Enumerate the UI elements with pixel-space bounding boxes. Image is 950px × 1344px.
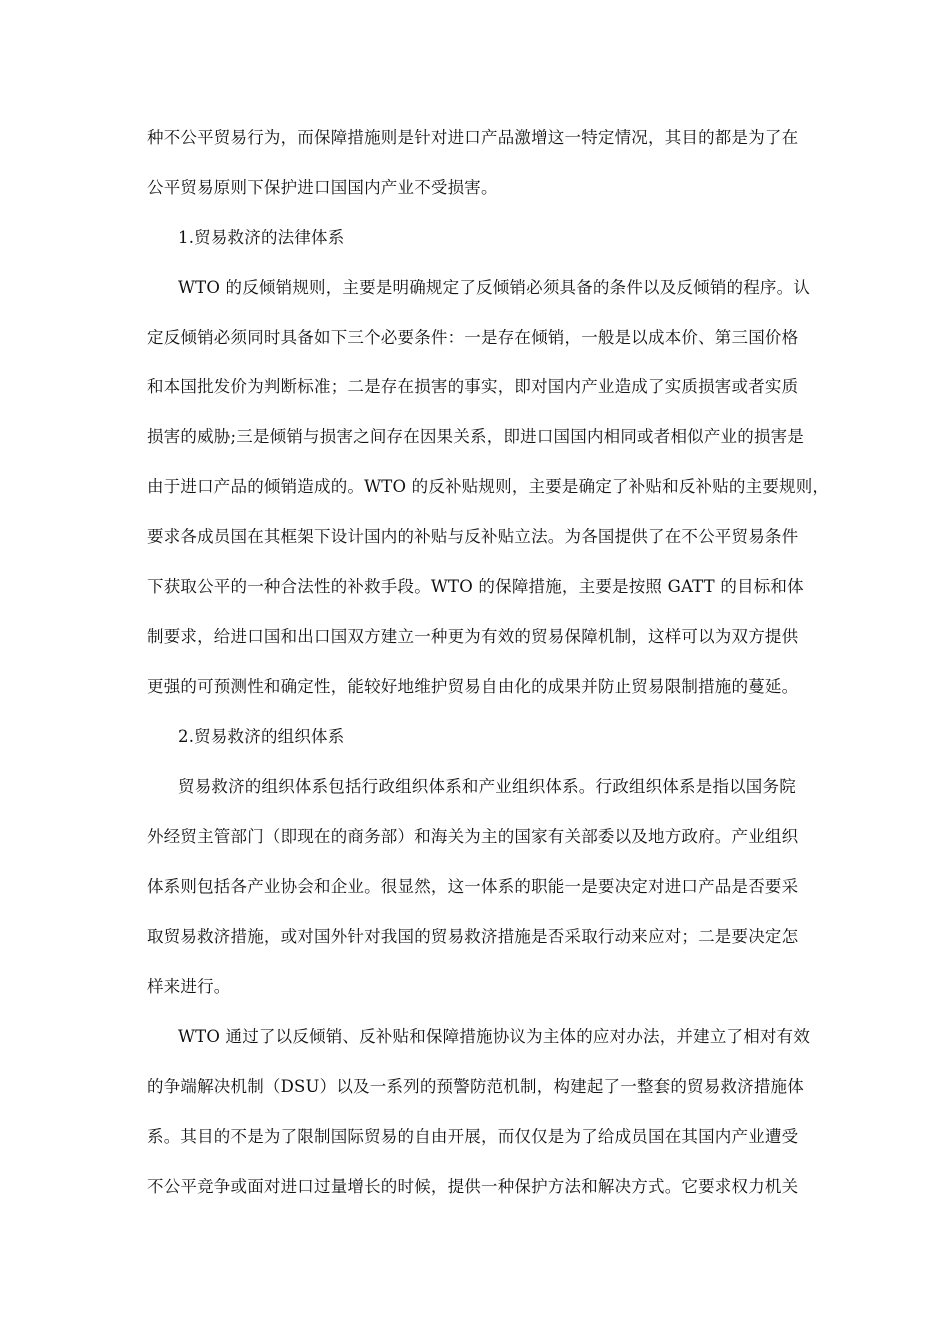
- body-text-line: 和本国批发价为判断标准；二是存在损害的事实，即对国内产业造成了实质损害或者实质: [147, 377, 799, 396]
- body-text-line: 样来进行。: [147, 977, 231, 996]
- body-text-line: 由于进口产品的倾销造成的。WTO 的反补贴规则，主要是确定了补贴和反补贴的主要规则，: [147, 477, 830, 496]
- section-heading-legal-system: 1.贸易救济的法律体系: [178, 228, 345, 247]
- body-text-line: 损害的威胁;三是倾销与损害之间存在因果关系，即进口国国内相同或者相似产业的损害是: [147, 427, 805, 446]
- body-text-line: 定反倾销必须同时具备如下三个必要条件：一是存在倾销，一般是以成本价、第三国价格: [147, 328, 799, 347]
- body-text-line: 体系则包括各产业协会和企业。很显然，这一体系的职能一是要决定对进口产品是否要采: [147, 877, 799, 896]
- body-text-line: 制要求，给进口国和出口国双方建立一种更为有效的贸易保障机制，这样可以为双方提供: [147, 627, 799, 646]
- body-text-line: 取贸易救济措施，或对国外针对我国的贸易救济措施是否采取行动来应对；二是要决定怎: [147, 927, 799, 946]
- paragraph-start: 贸易救济的组织体系包括行政组织体系和产业组织体系。行政组织体系是指以国务院: [178, 777, 796, 796]
- body-text-line: 系。其目的不是为了限制国际贸易的自由开展，而仅仅是为了给成员国在其国内产业遭受: [147, 1127, 799, 1146]
- body-text-line: 外经贸主管部门（即现在的商务部）和海关为主的国家有关部委以及地方政府。产业组织: [147, 827, 799, 846]
- body-text-line: 的争端解决机制（DSU）以及一系列的预警防范机制，构建起了一整套的贸易救济措施体: [147, 1077, 804, 1096]
- body-text-line: 种不公平贸易行为，而保障措施则是针对进口产品激增这一特定情况，其目的都是为了在: [147, 128, 799, 147]
- paragraph-start: WTO 的反倾销规则，主要是明确规定了反倾销必须具备的条件以及反倾销的程序。认: [178, 278, 811, 297]
- body-text-line: 不公平竞争或面对进口过量增长的时候，提供一种保护方法和解决方式。它要求权力机关: [147, 1177, 799, 1196]
- body-text-line: 下获取公平的一种合法性的补救手段。WTO 的保障措施，主要是按照 GATT 的目标和体: [147, 577, 804, 596]
- section-heading-organization-system: 2.贸易救济的组织体系: [178, 727, 345, 746]
- paragraph-start: WTO 通过了以反倾销、反补贴和保障措施协议为主体的应对办法，并建立了相对有效: [178, 1027, 811, 1046]
- body-text-line: 更强的可预测性和确定性，能较好地维护贸易自由化的成果并防止贸易限制措施的蔓延。: [147, 677, 799, 696]
- body-text-line: 公平贸易原则下保护进口国国内产业不受损害。: [147, 178, 498, 197]
- body-text-line: 要求各成员国在其框架下设计国内的补贴与反补贴立法。为各国提供了在不公平贸易条件: [147, 527, 799, 546]
